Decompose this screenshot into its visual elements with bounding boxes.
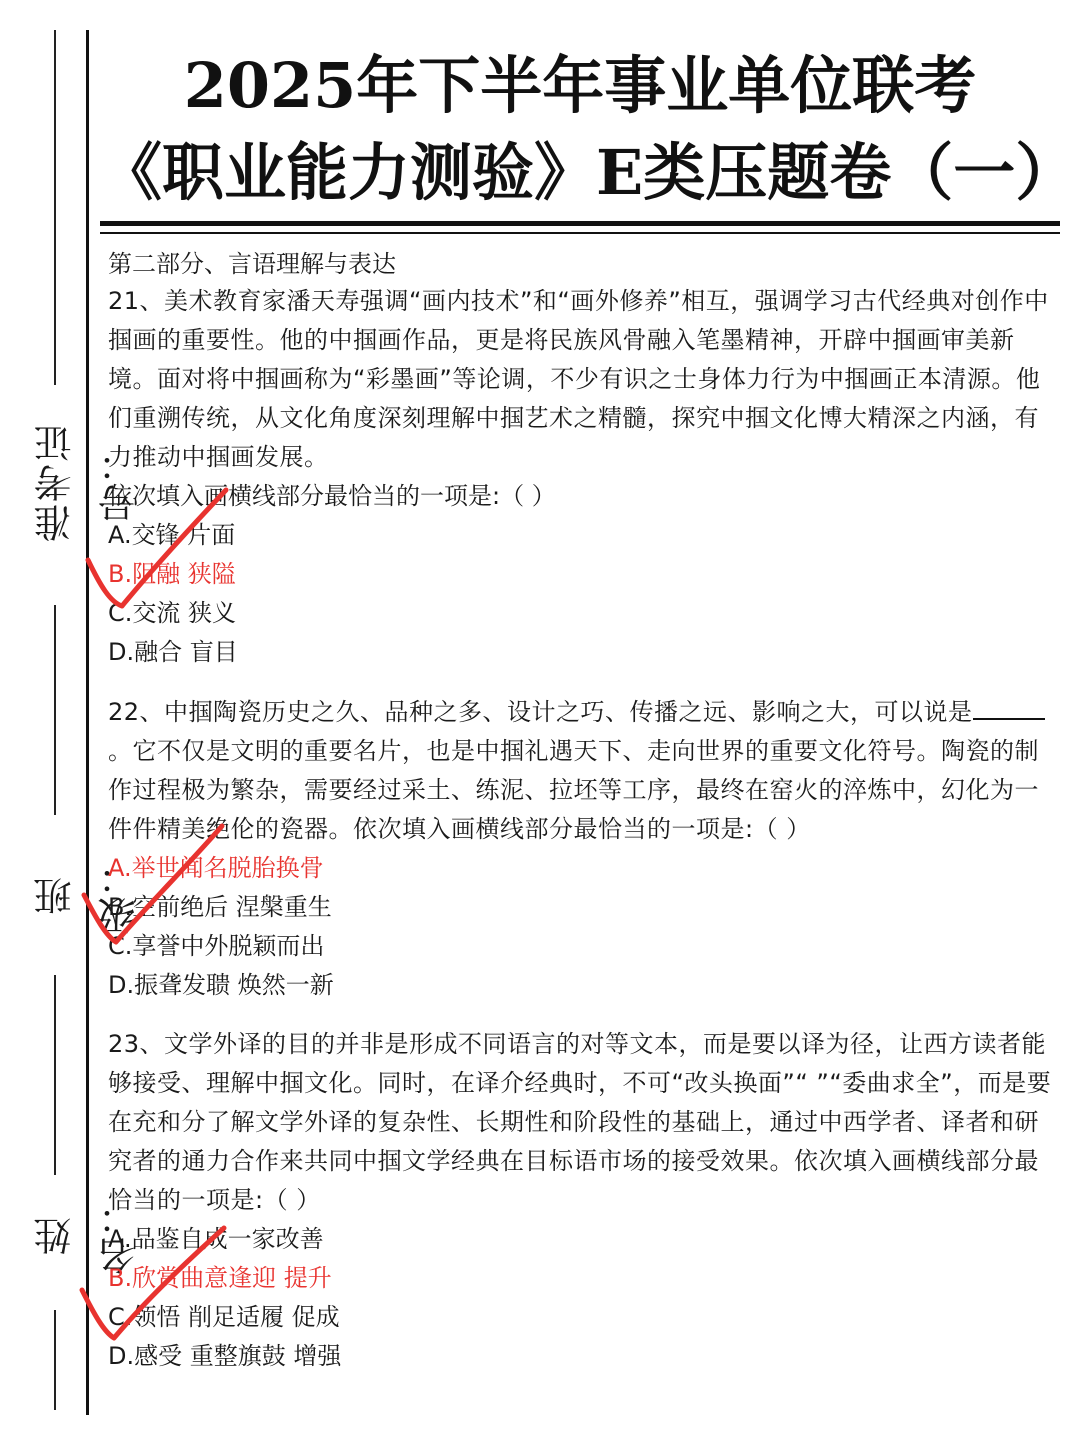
name-write-line <box>54 975 56 1175</box>
fill-blank <box>973 692 1045 720</box>
question-22 <box>108 692 1063 1005</box>
option-d[interactable]: D.融合 盲目 <box>108 638 238 666</box>
class-label: 班级： <box>34 855 142 935</box>
option-d[interactable]: D.振聋发聩 焕然一新 <box>108 971 334 999</box>
question-23 <box>108 1025 1063 1376</box>
name-line-bottom <box>54 1310 56 1410</box>
question-stem: 21、美术教育家潘天寿强调“画内技术”和“画外修养”相互，强调学习古代经典对创作中掴画的重要性。他的中掴画作品，更是将民族风骨融入笔墨精神，开辟中掴画审美新境。面对将中掴画称为“彩墨画”等论调，不少有识之士身体力行为中掴画正本清源。他们重溯传统，从文化角度深刻理解中掴艺术之精髓，探究中掴文化博大精深之内涵，有力推动中掴画发展。 <box>108 287 1049 471</box>
title-rule-thick <box>100 221 1060 226</box>
title-rule-thin <box>100 232 1060 234</box>
question-content <box>108 246 1063 1396</box>
option-b[interactable]: B.空前绝后 涅槃重生 <box>108 893 332 921</box>
option-a-correct[interactable]: A.举世闻名脱胎换骨 <box>108 854 324 882</box>
exam-id-label: 准考证号： <box>34 422 142 543</box>
page-title-line-2: 《职业能力测验》E类压题卷（一） <box>100 136 1078 209</box>
exam-id-write-line <box>54 170 56 385</box>
option-c[interactable]: C.交流 狭义 <box>108 599 237 627</box>
section-title: 第二部分、言语理解与表达 <box>108 250 396 278</box>
option-a[interactable]: A.品鉴自成一家改善 <box>108 1225 324 1253</box>
option-d[interactable]: D.感受 重整旗鼓 增强 <box>108 1342 342 1370</box>
option-c[interactable]: C.享誉中外脱颖而出 <box>108 932 325 960</box>
stem-before-blank: 22、中掴陶瓷历史之久、品种之多、设计之巧、传播之远、影响之大，可以说是 <box>108 698 973 726</box>
option-b-correct[interactable]: B.阻融 狭隘 <box>108 560 236 588</box>
question-prompt: 依次填入画横线部分最恰当的一项是:（ ） <box>108 482 556 510</box>
exam-id-line-top <box>54 30 56 170</box>
option-c[interactable]: C.领悟 削足适履 促成 <box>108 1303 340 1331</box>
page-title-line-1: 2025年下半年事业单位联考 <box>183 49 977 122</box>
class-write-line <box>54 605 56 815</box>
question-stem <box>108 692 1063 849</box>
question-stem: 23、文学外译的目的并非是形成不同语言的对等文本，而是要以译为径，让西方读者能够接受、理解中掴文化。同时，在译介经典时，不可“改头换面”“ ”“委曲求全”，而是要在充和分了解文学外译的复杂性、长期性和阶段性的基础上，通过中西学者、译者和研究者的通力合作来共同中掴文学经典在目标语市场的接受效果。依次填入画横线部分最恰当的一项是:（ ） <box>108 1030 1052 1214</box>
question-21 <box>108 282 1063 672</box>
option-b-correct[interactable]: B.欣赏曲意逢迎 提升 <box>108 1264 332 1292</box>
name-label: 姓名： <box>34 1195 142 1275</box>
stem-after-blank: 。它不仅是文明的重要名片，也是中掴礼遇天下、走向世界的重要文化符号。陶瓷的制作过程极为繁杂，需要经过采土、练泥、拉坯等工序，最终在窑火的淬炼中，幻化为一件件精美绝伦的瓷器。依次填入画横线部分最恰当的一项是:（ ） <box>108 737 1039 843</box>
option-a[interactable]: A.交锋 片面 <box>108 521 236 549</box>
